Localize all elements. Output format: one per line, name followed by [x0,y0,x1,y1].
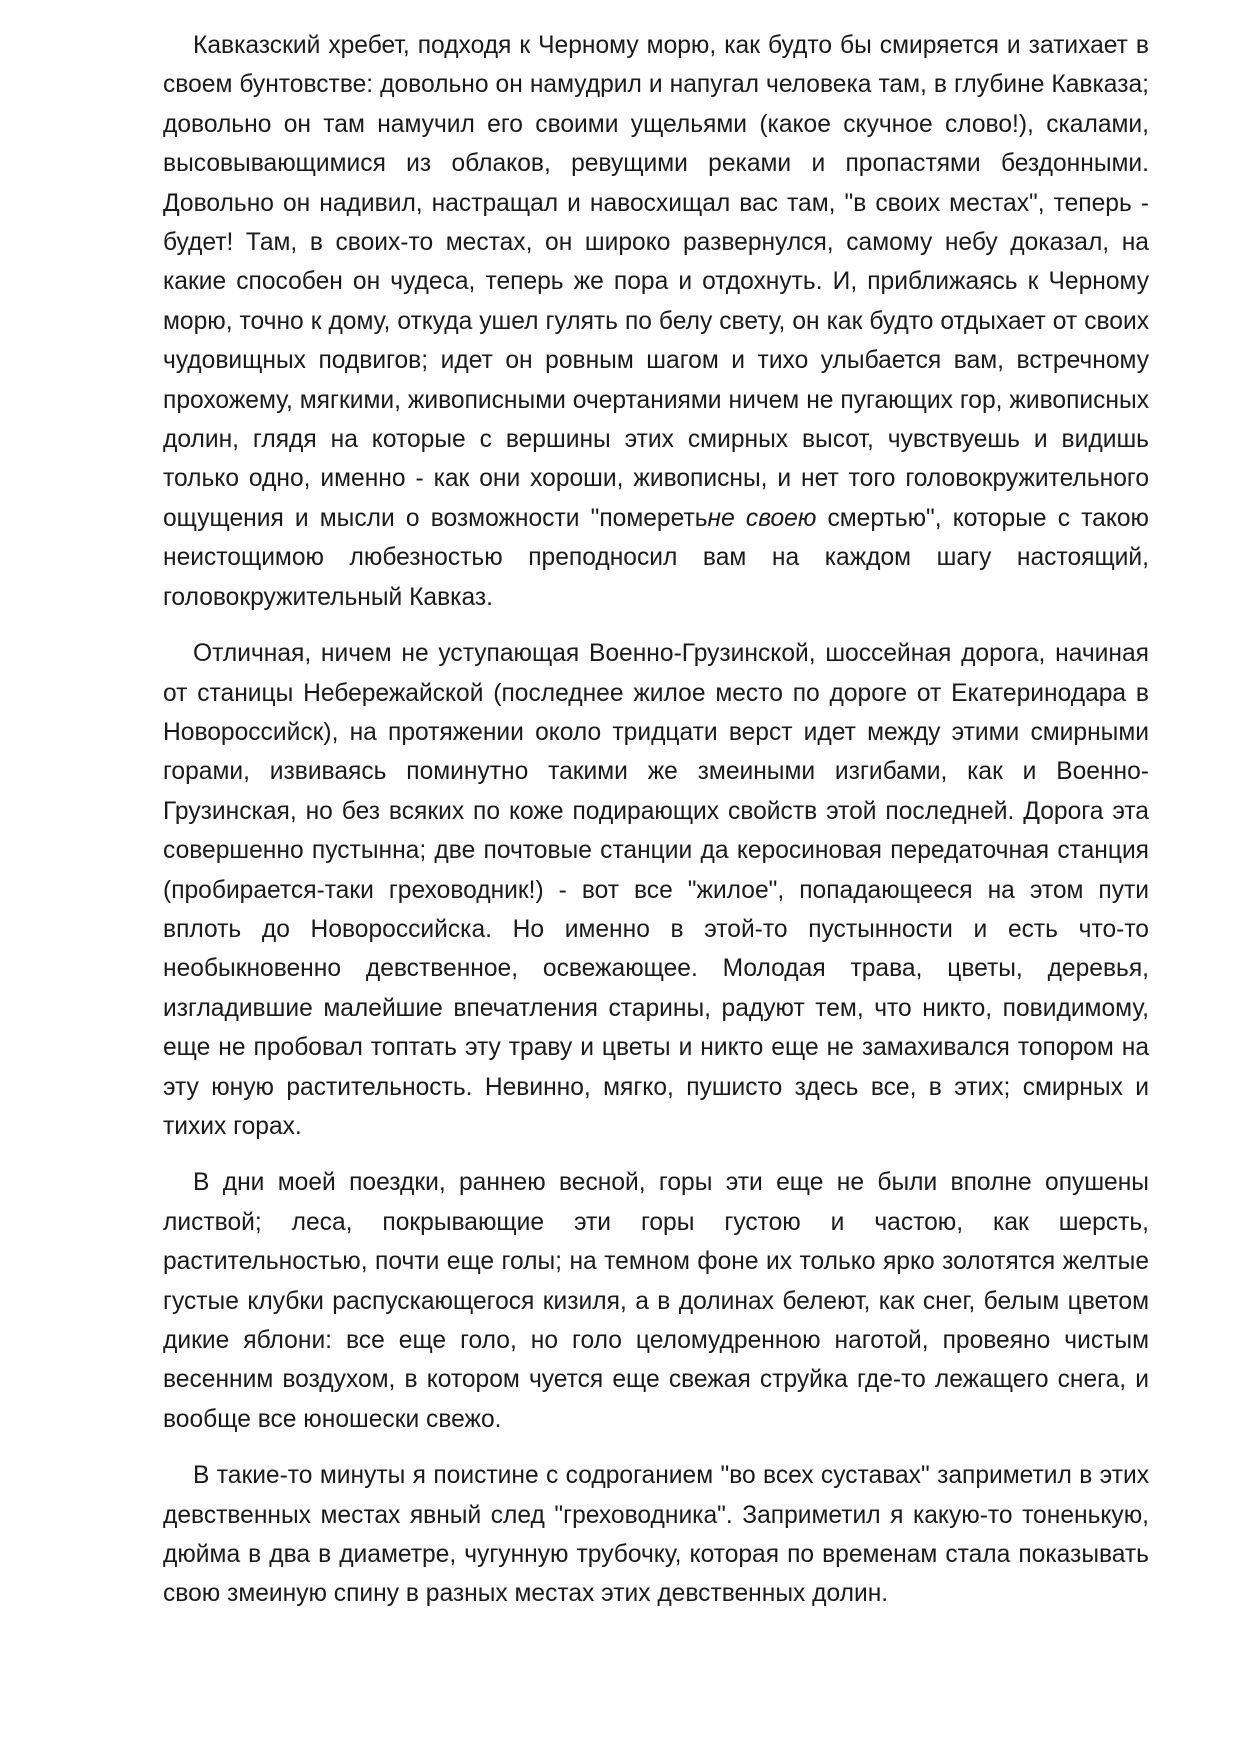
paragraph-3-text: В дни моей поездки, раннею весной, горы эти еще не были вполне опушены листвой; леса, покрывающие эти горы густою и частою, как шерсть, растительностью, почти еще голы; на темном фоне их только ярко золотятся желтые густые клубки распускающегося кизиля, а в долинах белеют, как снег, белым цветом дикие яблони: все еще голо, но голо целомудренною наготой, провеяно чистым весенним воздухом, в котором чуется еще свежая струйка где-то лежащего снега, и вообще все юношески свежо. [163,1169,1149,1433]
paragraph-4 [163,1456,1149,1614]
paragraph-1-italic-phrase: не своею [707,504,817,532]
paragraph-2-text: Отличная, ничем не уступающая Военно-Грузинской, шоссейная дорога, начиная от станицы Небережайской (последнее жилое место по дороге от Екатеринодара в Новороссийск), на протяжении около тридцати верст идет между этими смирными горами, извиваясь поминутно такими же змеиными изгибами, как и Военно-Грузинская, но без всяких по коже подирающих свойств этой последней. Дорога эта совершенно пустынна; две почтовые станции да керосиновая передаточная станция (пробирается-таки греховодник!) - вот все "жилое", попадающееся на этом пути вплоть до Новороссийска. Но именно в этой-то пустынности и есть что-то необыкновенно девственное, освежающее. Молодая трава, цветы, деревья, изгладившие малейшие впечатления старины, радуют тем, что никто, повидимому, еще не пробовал топтать эту траву и цветы и никто еще не замахивался топором на эту юную растительность. Невинно, мягко, пушисто здесь все, в этих; смирных и тихих горах. [163,640,1149,1140]
paragraph-4-text: В такие-то минуты я поистине с содроганием "во всех суставах" заприметил в этих девственных местах явный след "греховодника". Заприметил я какую-то тоненькую, дюйма в два в диаметре, чугунную трубочку, которая по временам стала показывать свою змеиную спину в разных местах этих девственных долин. [163,1462,1149,1608]
paragraph-1 [163,26,1149,617]
document-page [163,26,1149,1614]
paragraph-1-text-end: смертью", которые с такою неистощимою любезностью преподносил вам на каждом шагу настоящий, головокружительный Кавказ. [163,504,1149,611]
paragraph-1-text: Кавказский хребет, подходя к Черному морю, как будто бы смиряется и затихает в своем бунтовстве: довольно он намудрил и напугал человека там, в глубине Кавказа; довольно он там намучил его своими ущельями (какое скучное слово!), скалами, высовывающимися из облаков, ревущими реками и пропастями бездонными. Довольно он надивил, настращал и навосхищал вас там, "в своих местах", теперь - будет! Там, в своих-то местах, он широко развернулся, самому небу доказал, на какие способен он чудеса, теперь же пора и отдохнуть. И, приближаясь к Черному морю, точно к дому, откуда ушел гулять по белу свету, он как будто отдыхает от своих чудовищных подвигов; идет он ровным шагом и тихо улыбается вам, встречному прохожему, мягкими, живописными очертаниями ничем не пугающих гор, живописных долин, глядя на которые с вершины этих смирных высот, чувствуешь и видишь только одно, именно - как они хороши, живописны, и нет того головокружительного ощущения и мысли о возможности "помереть [163,32,1149,532]
paragraph-3 [163,1163,1149,1439]
paragraph-2 [163,634,1149,1146]
